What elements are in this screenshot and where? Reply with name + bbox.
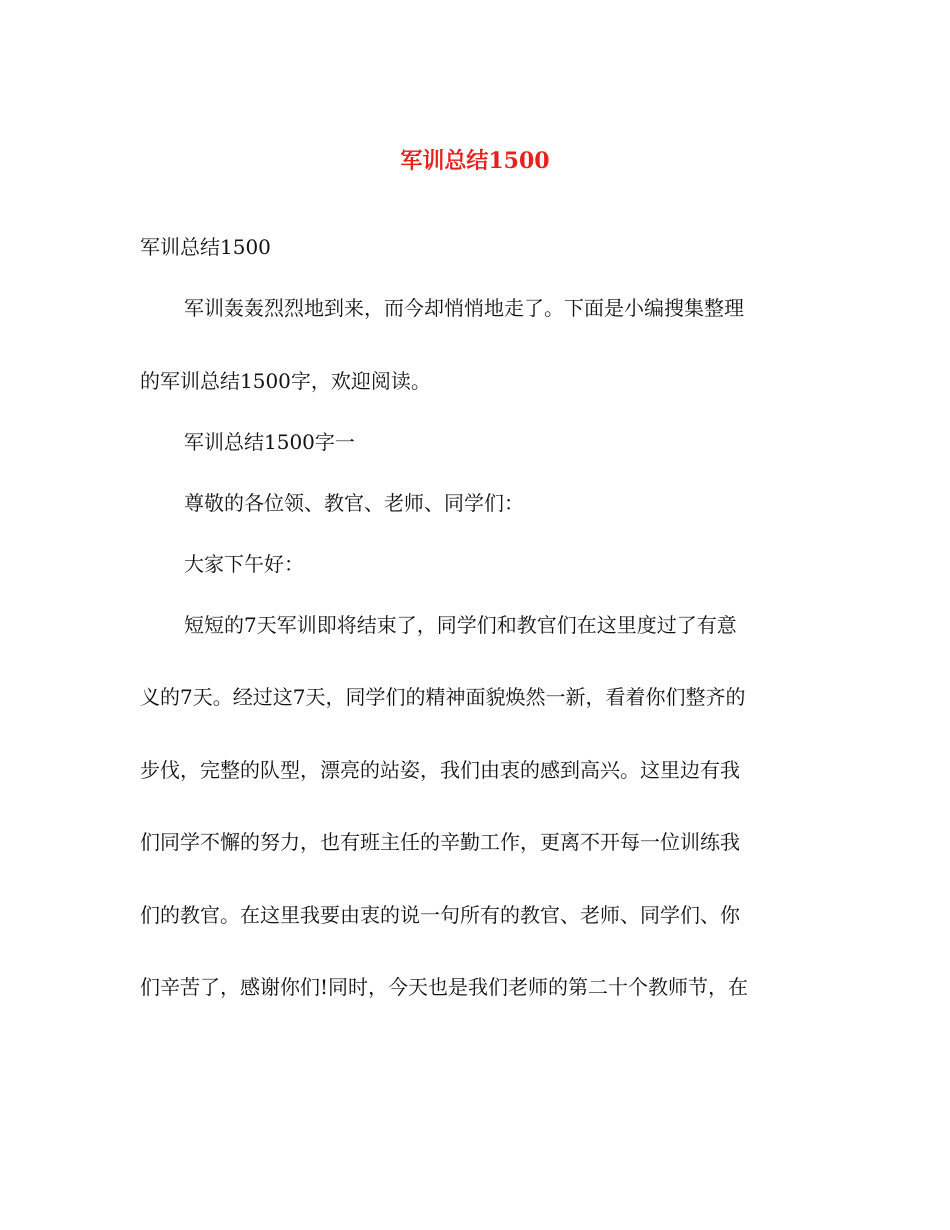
greeting-line: 尊敬的各位领、教官、老师、同学们： bbox=[184, 491, 524, 515]
greeting-line: 大家下午好： bbox=[184, 552, 304, 576]
paragraph-line: 们辛苦了，感谢你们!同时，今天也是我们老师的第二十个教师节，在 bbox=[140, 975, 749, 999]
subtitle-line: 军训总结1500 bbox=[140, 235, 271, 259]
paragraph-line: 的军训总结1500字，欢迎阅读。 bbox=[140, 369, 431, 393]
document-title: 军训总结1500 bbox=[400, 148, 550, 174]
paragraph-line: 们的教官。在这里我要由衷的说一句所有的教官、老师、同学们、你 bbox=[140, 903, 740, 927]
paragraph-line: 步伐，完整的队型，漂亮的站姿，我们由衷的感到高兴。这里边有我 bbox=[140, 758, 740, 782]
paragraph-line: 们同学不懈的努力，也有班主任的辛勤工作，更离不开每一位训练我 bbox=[140, 830, 740, 854]
section-heading-line: 军训总结1500字一 bbox=[184, 430, 355, 454]
paragraph-line: 军训轰轰烈烈地到来，而今却悄悄地走了。下面是小编搜集整理 bbox=[184, 296, 744, 320]
paragraph-line: 义的7天。经过这7天，同学们的精神面貌焕然一新，看着你们整齐的 bbox=[140, 685, 746, 709]
paragraph-line: 短短的7天军训即将结束了，同学们和教官们在这里度过了有意 bbox=[184, 613, 737, 637]
